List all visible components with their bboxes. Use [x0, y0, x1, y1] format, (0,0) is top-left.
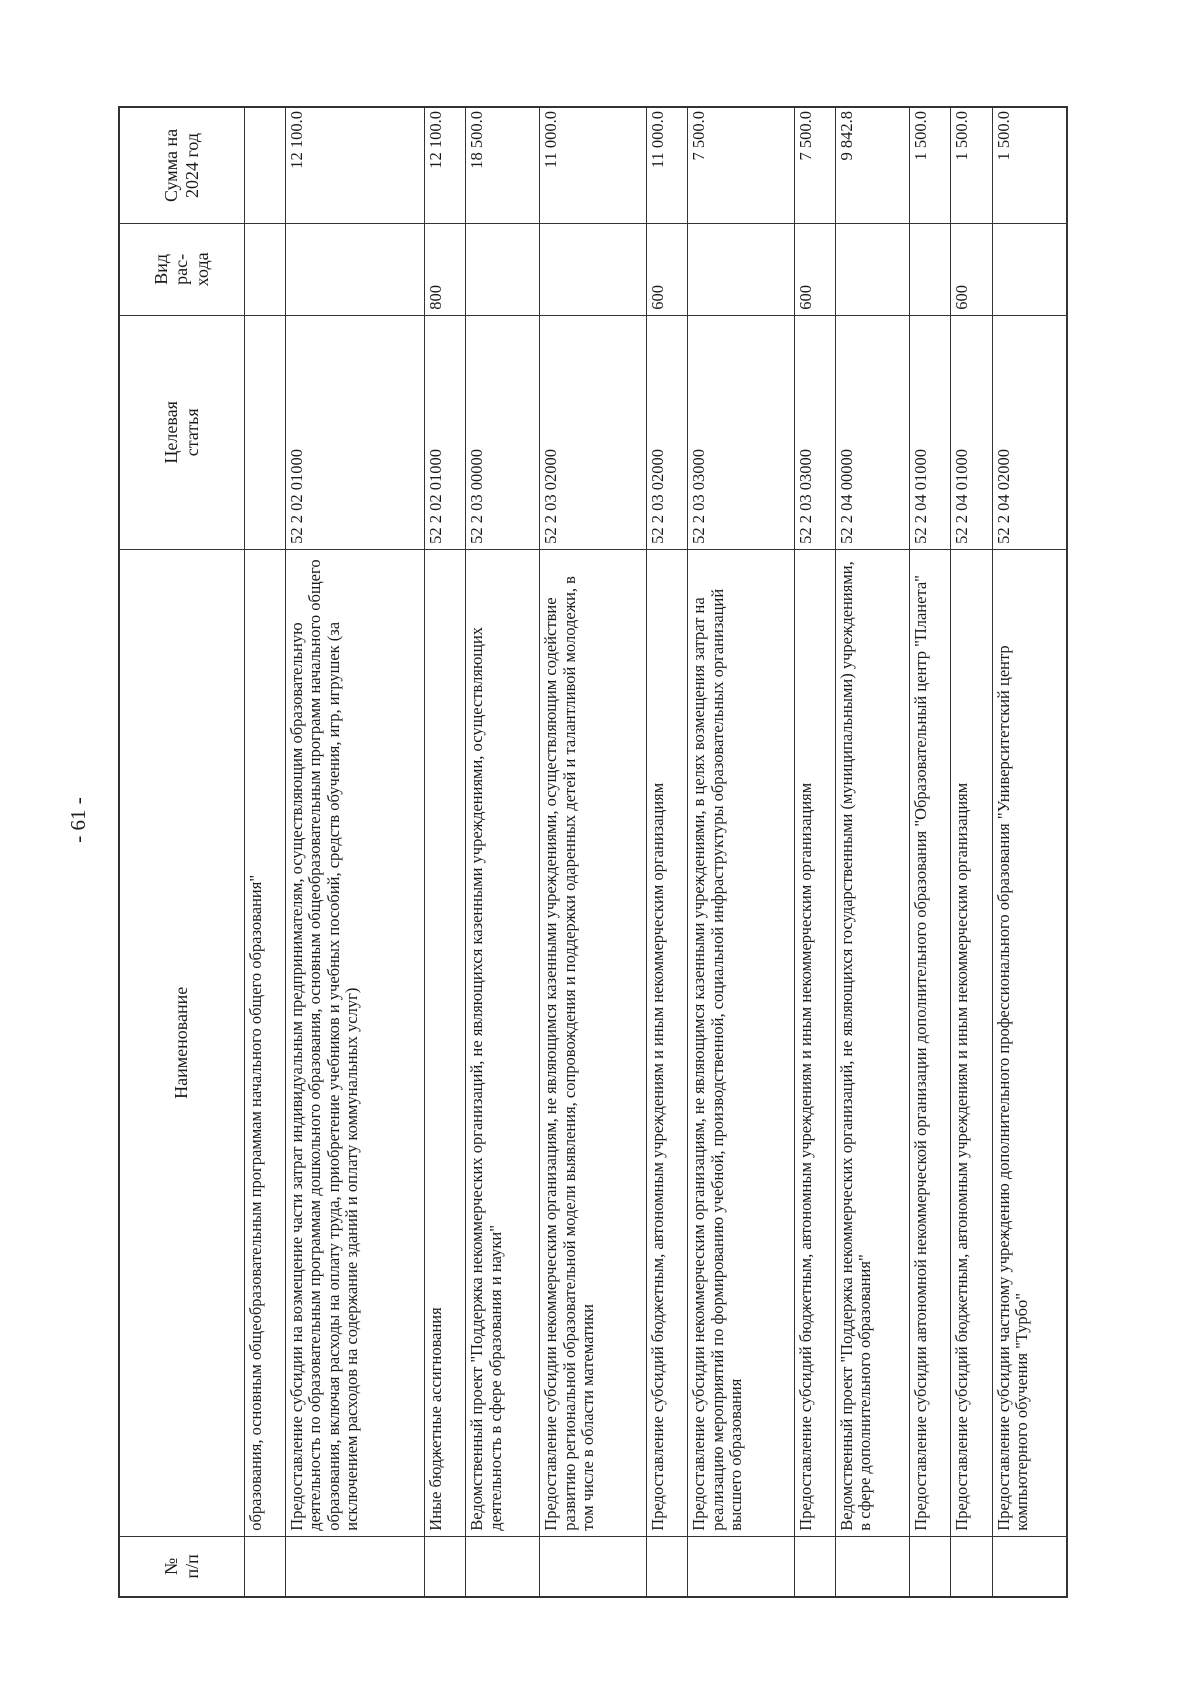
row-target-cell: 52 2 03 03000	[688, 315, 794, 549]
row-sum-cell	[244, 107, 285, 223]
header-target: Целевая статья	[119, 315, 244, 549]
table-row	[285, 107, 424, 1597]
table-row	[992, 107, 1067, 1597]
row-target-cell	[244, 315, 285, 549]
row-name-cell: образования, основным общеобразовательным программам начального общего образования"	[244, 549, 285, 1536]
row-num-cell	[992, 1536, 1067, 1597]
page-number: - 61 -	[66, 797, 90, 843]
row-sum-cell: 1 500.0	[951, 107, 992, 223]
row-name-cell: Предоставление субсидий бюджетным, автономным учреждениям и иным некоммерческим организациям	[951, 549, 992, 1536]
row-name-cell: Предоставление субсидии некоммерческим организациям, не являющимся казенными учреждениями, осуществляющим содействие развитию региональной образовательной модели выявления, сопровождения и поддержки одаренных детей и талантливой молодежи, в том числе в области математики	[540, 549, 646, 1536]
row-num-cell	[646, 1536, 687, 1597]
row-sum-cell: 11 000.0	[646, 107, 687, 223]
table-row	[540, 107, 646, 1597]
header-num: № п/п	[119, 1536, 244, 1597]
table-row	[646, 107, 687, 1597]
row-name-cell: Ведомственный проект "Поддержка некоммерческих организаций, не являющихся казенными учреждениями, осуществляющих деятельность в сфере образования и науки"	[466, 549, 540, 1536]
header-sum: Сумма на 2024 год	[119, 107, 244, 223]
row-sum-cell: 9 842.8	[835, 107, 909, 223]
row-num-cell	[285, 1536, 424, 1597]
table-row	[244, 107, 285, 1597]
row-target-cell: 52 2 04 00000	[835, 315, 909, 549]
row-sum-cell: 12 100.0	[424, 107, 465, 223]
row-name-cell: Предоставление субсидии некоммерческим организациям, не являющимся казенными учреждениями, в целях возмещения затрат на реализацию мероприятий по формированию учебной, производственной, социальной инфраструктуры образовательных организаций высшего образования	[688, 549, 794, 1536]
row-kind-cell	[992, 223, 1067, 315]
row-sum-cell: 1 500.0	[992, 107, 1067, 223]
row-kind-cell: 600	[794, 223, 835, 315]
row-kind-cell	[244, 223, 285, 315]
table-row	[909, 107, 950, 1597]
row-name-cell: Ведомственный проект "Поддержка некоммерческих организаций, не являющихся государственными (муниципальными) учреждениями, в сфере дополнительного образования"	[835, 549, 909, 1536]
table-row	[951, 107, 992, 1597]
row-kind-cell: 800	[424, 223, 465, 315]
header-name: Наименование	[119, 549, 244, 1536]
row-target-cell: 52 2 03 00000	[466, 315, 540, 549]
row-num-cell	[909, 1536, 950, 1597]
row-name-cell: Иные бюджетные ассигнования	[424, 549, 465, 1536]
row-sum-cell: 7 500.0	[794, 107, 835, 223]
row-target-cell: 52 2 03 02000	[646, 315, 687, 549]
row-target-cell: 52 2 04 01000	[951, 315, 992, 549]
row-target-cell: 52 2 03 02000	[540, 315, 646, 549]
row-kind-cell	[540, 223, 646, 315]
row-target-cell: 52 2 02 01000	[424, 315, 465, 549]
row-name-cell: Предоставление субсидий бюджетным, автономным учреждениям и иным некоммерческим организациям	[646, 549, 687, 1536]
row-kind-cell	[835, 223, 909, 315]
row-sum-cell: 1 500.0	[909, 107, 950, 223]
row-target-cell: 52 2 04 01000	[909, 315, 950, 549]
row-kind-cell	[285, 223, 424, 315]
row-sum-cell: 11 000.0	[540, 107, 646, 223]
table-row	[466, 107, 540, 1597]
row-kind-cell	[688, 223, 794, 315]
row-kind-cell	[909, 223, 950, 315]
table-header-row	[119, 107, 244, 1597]
header-kind: Вид рас- хода	[119, 223, 244, 315]
rotated-page-content	[118, 106, 1068, 1598]
row-num-cell	[835, 1536, 909, 1597]
row-target-cell: 52 2 04 02000	[992, 315, 1067, 549]
row-kind-cell	[466, 223, 540, 315]
row-kind-cell: 600	[951, 223, 992, 315]
row-name-cell: Предоставление субсидии автономной некоммерческой организации дополнительного образования "Образовательный центр "Планета"	[909, 549, 950, 1536]
row-sum-cell: 18 500.0	[466, 107, 540, 223]
row-num-cell	[244, 1536, 285, 1597]
row-num-cell	[540, 1536, 646, 1597]
row-target-cell: 52 2 02 01000	[285, 315, 424, 549]
row-name-cell: Предоставление субсидии частному учреждению дополнительного профессионального образования "Университетский центр компьютерного обучения "Турбо"	[992, 549, 1067, 1536]
row-name-cell: Предоставление субсидий бюджетным, автономным учреждениям и иным некоммерческим организациям	[794, 549, 835, 1536]
row-sum-cell: 7 500.0	[688, 107, 794, 223]
row-num-cell	[424, 1536, 465, 1597]
row-num-cell	[951, 1536, 992, 1597]
row-name-cell: Предоставление субсидии на возмещение части затрат индивидуальным предпринимателям, осуществляющим образовательную деятельность по образовательным программам дошкольного образования, основным общеобразовательным программ начального общего образования, включая расходы на оплату труда, приобретение учебников и учебных пособий, средств обучения, игр, игрушек (за исключением расходов на содержание зданий и оплату коммунальных услуг)	[285, 549, 424, 1536]
table-row	[794, 107, 835, 1597]
table-row	[424, 107, 465, 1597]
row-num-cell	[794, 1536, 835, 1597]
table-row	[688, 107, 794, 1597]
row-num-cell	[688, 1536, 794, 1597]
row-sum-cell: 12 100.0	[285, 107, 424, 223]
table-row	[835, 107, 909, 1597]
budget-table	[118, 106, 1068, 1598]
row-num-cell	[466, 1536, 540, 1597]
row-kind-cell: 600	[646, 223, 687, 315]
row-target-cell: 52 2 03 03000	[794, 315, 835, 549]
